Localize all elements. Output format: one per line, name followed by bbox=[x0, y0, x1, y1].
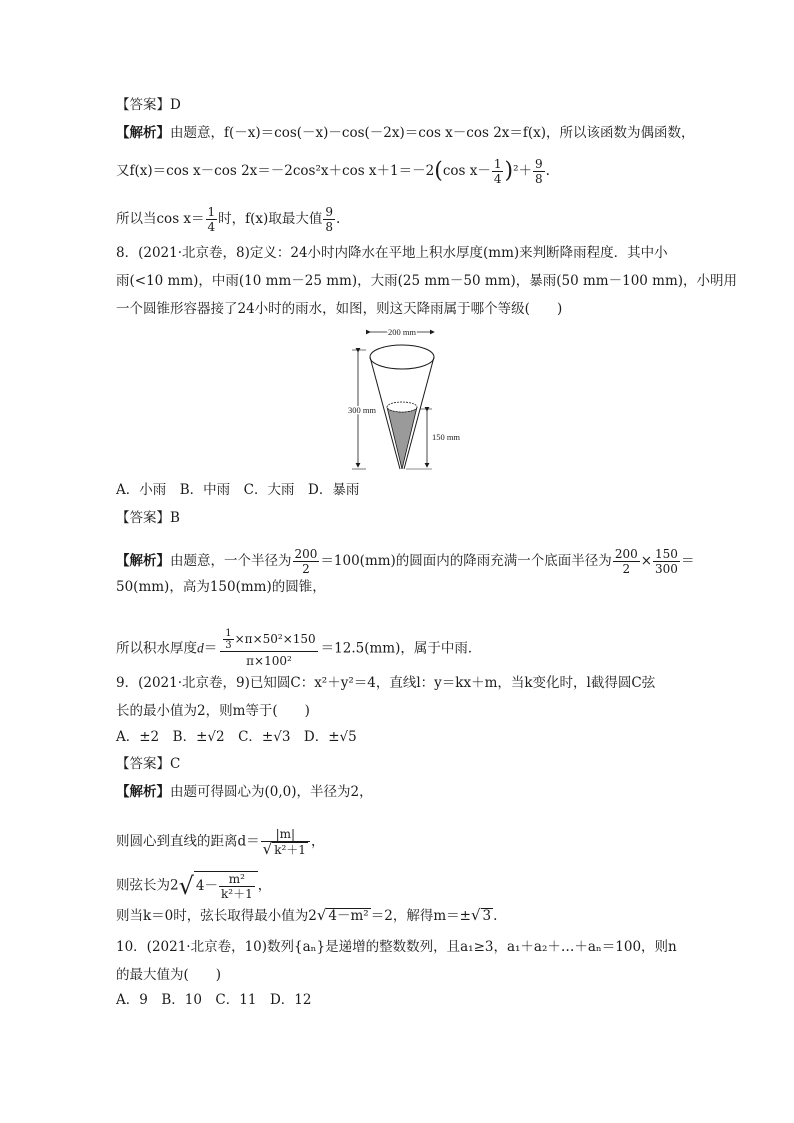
q9-stem-line-1: 9．(2021·北京卷，9)已知圆C：x²＋y²＝4，直线l：y＝kx＋m，当k变化时，l截得圆C弦 bbox=[116, 675, 656, 691]
q10-options: A．9 B．10 C．11 D．12 bbox=[116, 992, 312, 1008]
q7-analysis-line-1: 【解析】由题意，f(－x)＝cos(－x)－cos(－2x)＝cos x－cos 2x＝f(x)，所以该函数为偶函数， bbox=[116, 125, 695, 141]
q8-stem-line-1: 8．(2021·北京卷，8)定义：24小时内降水在平地上积水厚度(mm)来判断降雨程度．其中小 bbox=[116, 245, 668, 261]
q8-analysis-line-3: 所以积水厚度d＝ $\frac{1}{3}$ ×π×50²×150 π×100² ＝12.5(mm)，属于中雨． bbox=[116, 628, 482, 668]
q9-analysis-line-4: 则当k＝0时，弦长取得最小值为2√ 4－m² ＝2，解得m＝±√ 3 . bbox=[116, 906, 498, 924]
q8-analysis-line-1: 【解析】由题意，一个半径为 $\frac{200}{2}$ ＝100(mm)的圆面内的降雨充满一个底面半径为 $\frac{200}{2}$ × $\frac{150}{300}$ ＝ bbox=[116, 547, 695, 576]
q9-stem-line-2: 长的最小值为2，则m等于( ) bbox=[116, 703, 310, 719]
q9-analysis-line-2: 则圆心到直线的距离d＝ $\frac{|m|}{\text{√ k²＋1}}$ ， bbox=[116, 827, 325, 858]
q9-answer: 【答案】C bbox=[116, 756, 181, 772]
q8-options: A．小雨 B．中雨 C．大雨 D．暴雨 bbox=[116, 482, 360, 498]
q7-answer: 【答案】D bbox=[116, 97, 181, 113]
q8-stem-line-3: 一个圆锥形容器接了24小时的雨水，如图，则这天降雨属于哪个等级( ) bbox=[116, 301, 563, 317]
cone-figure bbox=[336, 322, 466, 472]
q9-options: A．±2 B．±√2 C．±√3 D．±√5 bbox=[116, 729, 357, 745]
q10-stem-line-1: 10．(2021·北京卷，10)数列{aₙ}是递增的整数数列，且a₁≥3，a₁＋a₂＋…＋aₙ＝100，则n bbox=[116, 939, 677, 955]
q8-stem-line-2: 雨(<10 mm)，中雨(10 mm－25 mm)，大雨(25 mm－50 mm)，暴雨(50 mm－100 mm)，小明用 bbox=[116, 273, 738, 289]
q9-analysis-line-3: 则弦长为2√ 4－ $\frac{\text{m²}}{\text{k²＋1}}$ ， bbox=[116, 872, 272, 901]
figure-left-label: 300 mm bbox=[347, 405, 377, 415]
q7-analysis-line-2: 又f(x)＝cos x－cos 2x＝－2cos²x＋cos x＋1＝－2(cos x－ $\frac{1}{4}$ )²＋ $\frac{9}{8}$ . bbox=[116, 157, 550, 186]
q8-answer: 【答案】B bbox=[116, 510, 180, 526]
q8-analysis-line-2: 50(mm)，高为150(mm)的圆锥， bbox=[116, 579, 326, 595]
q7-analysis-line-3: 所以当cos x＝ $\frac{1}{4}$ 时，f(x)取最大值 $\frac{9}{8}$ . bbox=[116, 205, 341, 234]
figure-top-label: 200 mm bbox=[387, 327, 417, 337]
q10-stem-line-2: 的最大值为( ) bbox=[116, 967, 222, 983]
figure-right-label: 150 mm bbox=[431, 432, 461, 442]
q9-analysis-line-1: 【解析】由题可得圆心为(0,0)，半径为2， bbox=[116, 784, 373, 800]
